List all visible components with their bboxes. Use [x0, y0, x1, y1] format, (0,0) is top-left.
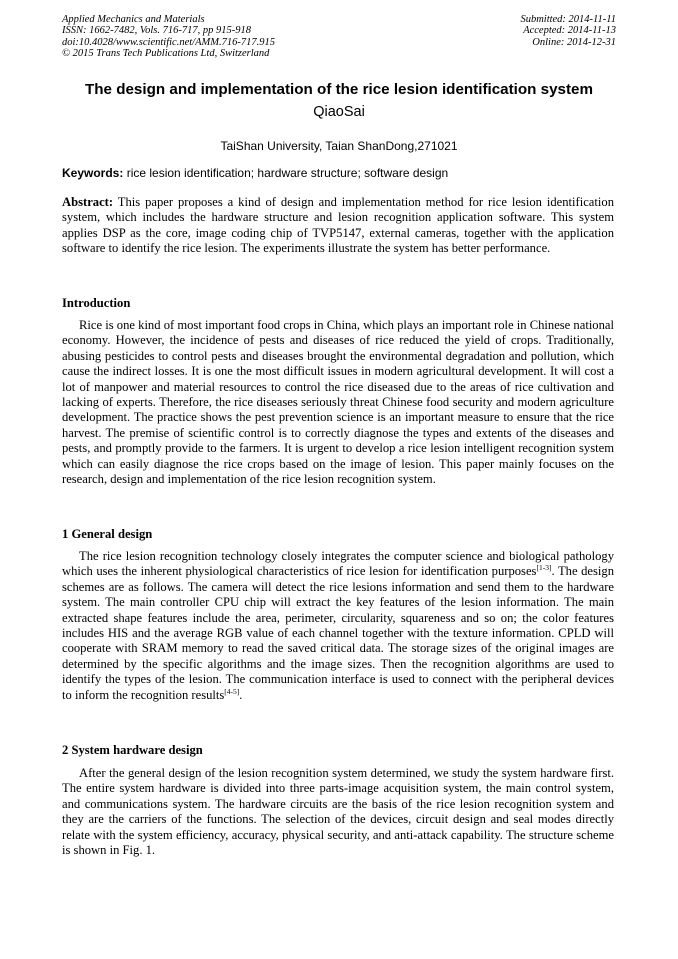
publication-info [62, 14, 275, 60]
abstract-text: This paper proposes a kind of design and implementation method for rice lesion identification system, which includes the hardware structure and lesion recognition application software. This system applies DSP as the core, image coding chip of TVP5147, external cameras, together with the application software to identify the rice lesion. The experiments illustrate the system has better performance. [62, 195, 614, 256]
general-design-paragraph [62, 549, 614, 703]
journal-name: Applied Mechanics and Materials [62, 14, 205, 25]
copyright-line: © 2015 Trans Tech Publications Ltd, Switzerland [62, 48, 270, 60]
citation-1-3: [1-3] [536, 563, 552, 573]
abstract [62, 195, 614, 257]
general-design-text-b: . The design schemes are as follows. The camera will detect the rice lesions information and send them to the hardware system. The main controller CPU chip will extract the key features of the lesion information. The main extracted shape features include the area, perimeter, circularity, squareness and so on; the color features includes HIS and the average RGB value of each channel together with the texture information. CPLD will cooperate with SRAM memory to read the saved critical data. The storage sizes of the original images are determined by the specific algorithms and the image sizes. Then the recognition algorithms are used to identify the types of the lesion. The communication interface is used to connect with the peripheral devices to inform the recognition results [62, 564, 614, 702]
keywords-label: Keywords: [62, 166, 124, 180]
general-design-text-a: The rice lesion recognition technology closely integrates the computer science and biological pathology which uses the inherent physiological characteristics of rice lesion for identification purposes [62, 549, 614, 579]
introduction-paragraph: Rice is one kind of most important food crops in China, which plays an important role in Chinese national economy. However, the incidence of pests and diseases of rice reduced the yield of crops. Traditionally, abusing pesticides to control pests and diseases brought the environmental degradation and pollution, which cause the indirect losses. It is one the most difficult issues in modern agricultural development. It will cost a lot of manpower and material resources to control the rice diseased due to the areas of rice cultivation and lacking of experts. Therefore, the rice diseases seriously threat Chinese food security and modern agriculture development. The practice shows the pest prevention science is an important measure to ensure that the rice harvest. The premise of scientific control is to correctly diagnose the types and extents of the diseases and pests, and promptly provide to the farmers. It is urgent to develop a rice lesion intelligent recognition system which can easily diagnose the rice crops based on the image of lesion. This paper mainly focuses on the research, design and implementation of the rice lesion recognition system. [62, 318, 614, 487]
paper-author: QiaoSai [313, 104, 365, 120]
paper-title: The design and implementation of the rice lesion identification system [84, 81, 594, 98]
accepted-date: Accepted: 2014-11-13 [523, 25, 616, 37]
hardware-design-heading: 2 System hardware design [62, 743, 203, 757]
abstract-label: Abstract: [62, 195, 114, 209]
introduction-heading: Introduction [62, 296, 131, 310]
issn-line: ISSN: 1662-7482, Vols. 716-717, pp 915-918 [62, 25, 251, 37]
online-date: Online: 2014-12-31 [532, 36, 616, 48]
general-design-text-c: . [239, 687, 243, 702]
submitted-date: Submitted: 2014-11-11 [520, 14, 616, 25]
publication-dates [520, 14, 616, 48]
keywords-text: rice lesion identification; hardware structure; software design [123, 166, 449, 180]
doi-line: doi:10.4028/www.scientific.net/AMM.716-717.915 [62, 36, 275, 48]
citation-4-5: [4-5] [224, 686, 240, 696]
keywords [62, 166, 616, 180]
hardware-design-paragraph: After the general design of the lesion recognition system determined, we study the system hardware first. The entire system hardware is divided into three parts-image acquisition system, the main control system, and communications system. The hardware circuits are the basis of the rice lesion recognition system and they are the carriers of the functions. The selection of the devices, circuit design and seal modes directly relate with the system efficiency, accuracy, physical security, and anti-attack capability. The structure scheme is shown in Fig. 1. [62, 766, 614, 858]
author-affiliation: TaiShan University, Taian ShanDong,271021 [220, 139, 458, 153]
general-design-heading: 1 General design [62, 527, 153, 541]
